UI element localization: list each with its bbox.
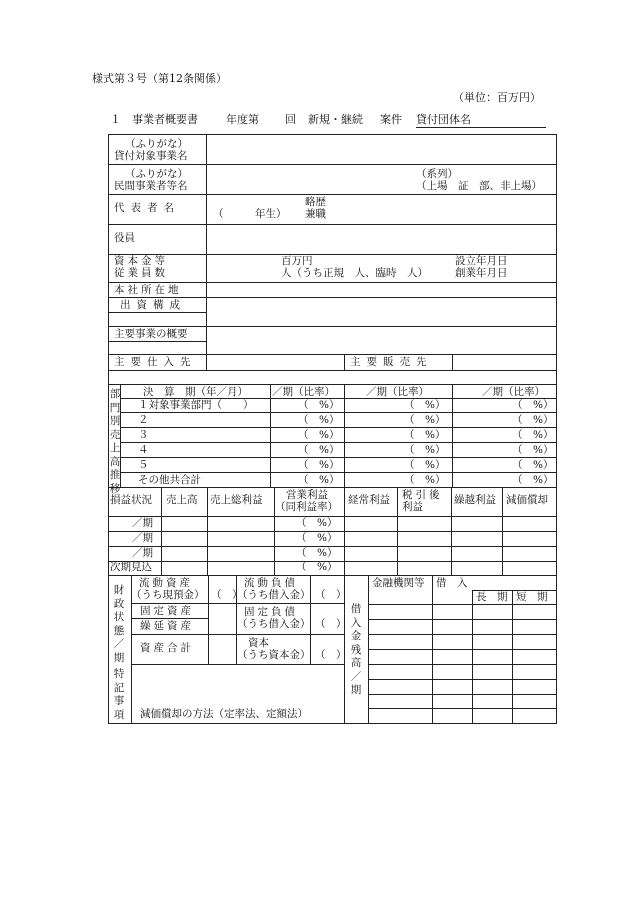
row3-history: 略歴 xyxy=(305,196,326,208)
pl-sales-header: 売上高 xyxy=(166,494,198,506)
sales-ratio-cell: （ %） xyxy=(512,474,554,486)
sales-ratio-cell: （ %） xyxy=(512,414,554,426)
row2-furigana: （ふりがな） xyxy=(125,168,188,180)
document-title: 事業者概要書 xyxy=(132,113,198,126)
row5-founded-date: 設立年月日 xyxy=(455,255,508,267)
round-label: 回 xyxy=(285,113,296,126)
fixed-borrowings-paren: （ ） xyxy=(315,618,347,630)
line-number: １ xyxy=(110,113,121,126)
row2-affiliation: （系列） xyxy=(416,168,458,180)
row5-business-start-date: 創業年月日 xyxy=(455,267,508,279)
row9-main-supplier-label: 主要仕入先 xyxy=(114,356,197,368)
fixed-borrowings-label: （うち借入金） xyxy=(237,618,311,630)
form-number: 様式第３号（第12条関係） xyxy=(92,72,227,85)
pl-operating-margin-header: （同利益率） xyxy=(275,501,338,513)
sales-item-label: ５ xyxy=(138,459,149,471)
sales-col2-header: ／期（比率） xyxy=(366,386,429,398)
pl-depreciation-header: 減価償却 xyxy=(506,494,548,506)
pl-ratio-1: （ %） xyxy=(296,517,338,529)
pl-after-tax-header: 税引後 xyxy=(402,489,443,501)
row2-company-name-label: 民間事業者等名 xyxy=(114,180,188,192)
financial-institution-header: 金融機関等 xyxy=(372,577,425,589)
row3-birth-year: （ 年生） xyxy=(213,208,287,220)
sales-ratio-cell: （ %） xyxy=(404,444,446,456)
sales-ratio-cell: （ %） xyxy=(512,429,554,441)
pl-carried-profit-header: 繰越利益 xyxy=(454,494,496,506)
row7-capital-structure-label: 出資構成 xyxy=(120,299,186,311)
sales-side-label: 部門別売上高推移 xyxy=(109,388,121,495)
sales-ratio-cell: （ %） xyxy=(404,399,446,411)
sales-item-label: ３ xyxy=(138,429,149,441)
sales-col1-header: ／期（比率） xyxy=(272,386,335,398)
sales-ratio-cell: （ %） xyxy=(298,474,340,486)
sales-item-label: １対象事業部門（ ） xyxy=(138,399,254,411)
sales-ratio-cell: （ %） xyxy=(404,459,446,471)
pl-ratio-2: （ %） xyxy=(296,532,338,544)
current-borrowings-paren: （ ） xyxy=(315,589,347,601)
sales-item-label: その他共合計 xyxy=(138,474,201,486)
sales-col3-header: ／期（比率） xyxy=(482,386,545,398)
borrowings-header: 借 入 xyxy=(436,577,468,589)
deferred-assets-label: 繰延資産 xyxy=(140,620,194,632)
current-borrowings-label: （うち借入金） xyxy=(237,589,311,601)
remarks-side-label: 特記事項 xyxy=(113,668,125,721)
row1-project-name-label: 貸付対象事業名 xyxy=(114,150,188,162)
sales-ratio-cell: （ %） xyxy=(298,429,340,441)
pl-forecast: 次期見込 xyxy=(110,561,152,573)
current-assets-label: 流動資産 xyxy=(139,577,193,589)
sales-ratio-cell: （ %） xyxy=(512,459,554,471)
fiscal-year-label: 年度第 xyxy=(226,113,259,126)
row4-officers-label: 役員 xyxy=(114,232,135,244)
row3-concurrent-post: 兼職 xyxy=(305,208,326,220)
row5-unit-million-yen: 百万円 xyxy=(281,255,313,267)
lending-org-label: 貸付団体名 xyxy=(416,113,471,126)
pl-ratio-4: （ %） xyxy=(296,561,338,573)
sales-ratio-cell: （ %） xyxy=(298,444,340,456)
sales-ratio-cell: （ %） xyxy=(404,429,446,441)
cash-label: （うち現預金） xyxy=(131,589,205,601)
finance-side-label: 財政状態／期 xyxy=(113,584,125,664)
pl-period-2: ／期 xyxy=(132,532,153,544)
row9-main-customer-label: 主要販売先 xyxy=(350,356,433,368)
sales-ratio-cell: （ %） xyxy=(298,459,340,471)
fixed-liabilities-label: 固定負債 xyxy=(244,606,298,618)
pl-period-3: ／期 xyxy=(132,547,153,559)
sales-ratio-cell: （ %） xyxy=(512,399,554,411)
sales-ratio-cell: （ %） xyxy=(298,414,340,426)
capital-label: 資本 xyxy=(248,637,269,649)
fixed-assets-label: 固定資産 xyxy=(140,605,194,617)
row5-capital-label: 資本金等 xyxy=(114,255,168,267)
row1-furigana: （ふりがな） xyxy=(125,138,188,150)
capital-stock-paren: （ ） xyxy=(315,649,347,661)
sales-ratio-cell: （ %） xyxy=(512,444,554,456)
pl-ordinary-profit-header: 経常利益 xyxy=(348,494,390,506)
unit-label: （単位：百万円） xyxy=(453,91,541,104)
sales-item-label: ４ xyxy=(138,444,149,456)
short-term-header: 短 期 xyxy=(516,591,548,603)
row2-listing-status: （上場 証 部、非上場） xyxy=(416,180,542,192)
sales-ratio-cell: （ %） xyxy=(404,414,446,426)
row6-headquarters-label: 本社所在地 xyxy=(114,284,182,296)
total-assets-label: 資産合計 xyxy=(140,642,194,654)
pl-ratio-3: （ %） xyxy=(296,547,338,559)
cash-paren: （ ） xyxy=(211,589,243,601)
sales-item-label: ２ xyxy=(138,414,149,426)
pl-gross-profit-header: 売上総利益 xyxy=(210,494,263,506)
row8-main-business-label: 主要事業の概要 xyxy=(114,328,188,340)
pl-operating-profit-header: 営業利益 xyxy=(286,489,328,501)
capital-stock-label: （うち資本金） xyxy=(237,649,311,661)
depreciation-method: 減価償却の方法（定率法、定額法） xyxy=(140,708,308,720)
pl-period-1: ／期 xyxy=(132,517,153,529)
row5-persons: 人（うち正規 人、臨時 人） xyxy=(281,267,428,279)
long-term-header: 長 期 xyxy=(476,591,508,603)
sales-period-header: 決 算 期（年／月） xyxy=(143,386,248,398)
row3-representative-label: 代表者名 xyxy=(114,202,180,214)
current-liabilities-label: 流動負債 xyxy=(244,577,298,589)
pl-status-header: 損益状況 xyxy=(110,494,152,506)
sales-ratio-cell: （ %） xyxy=(404,474,446,486)
row5-employees-label: 従業員数 xyxy=(114,267,168,279)
sales-ratio-cell: （ %） xyxy=(298,399,340,411)
loans-side-label: 借入金残高／期 xyxy=(350,603,362,696)
new-continue-label: 新規・継続 xyxy=(308,113,363,126)
pl-profit-header: 利益 xyxy=(402,501,423,513)
case-label: 案件 xyxy=(380,113,402,126)
